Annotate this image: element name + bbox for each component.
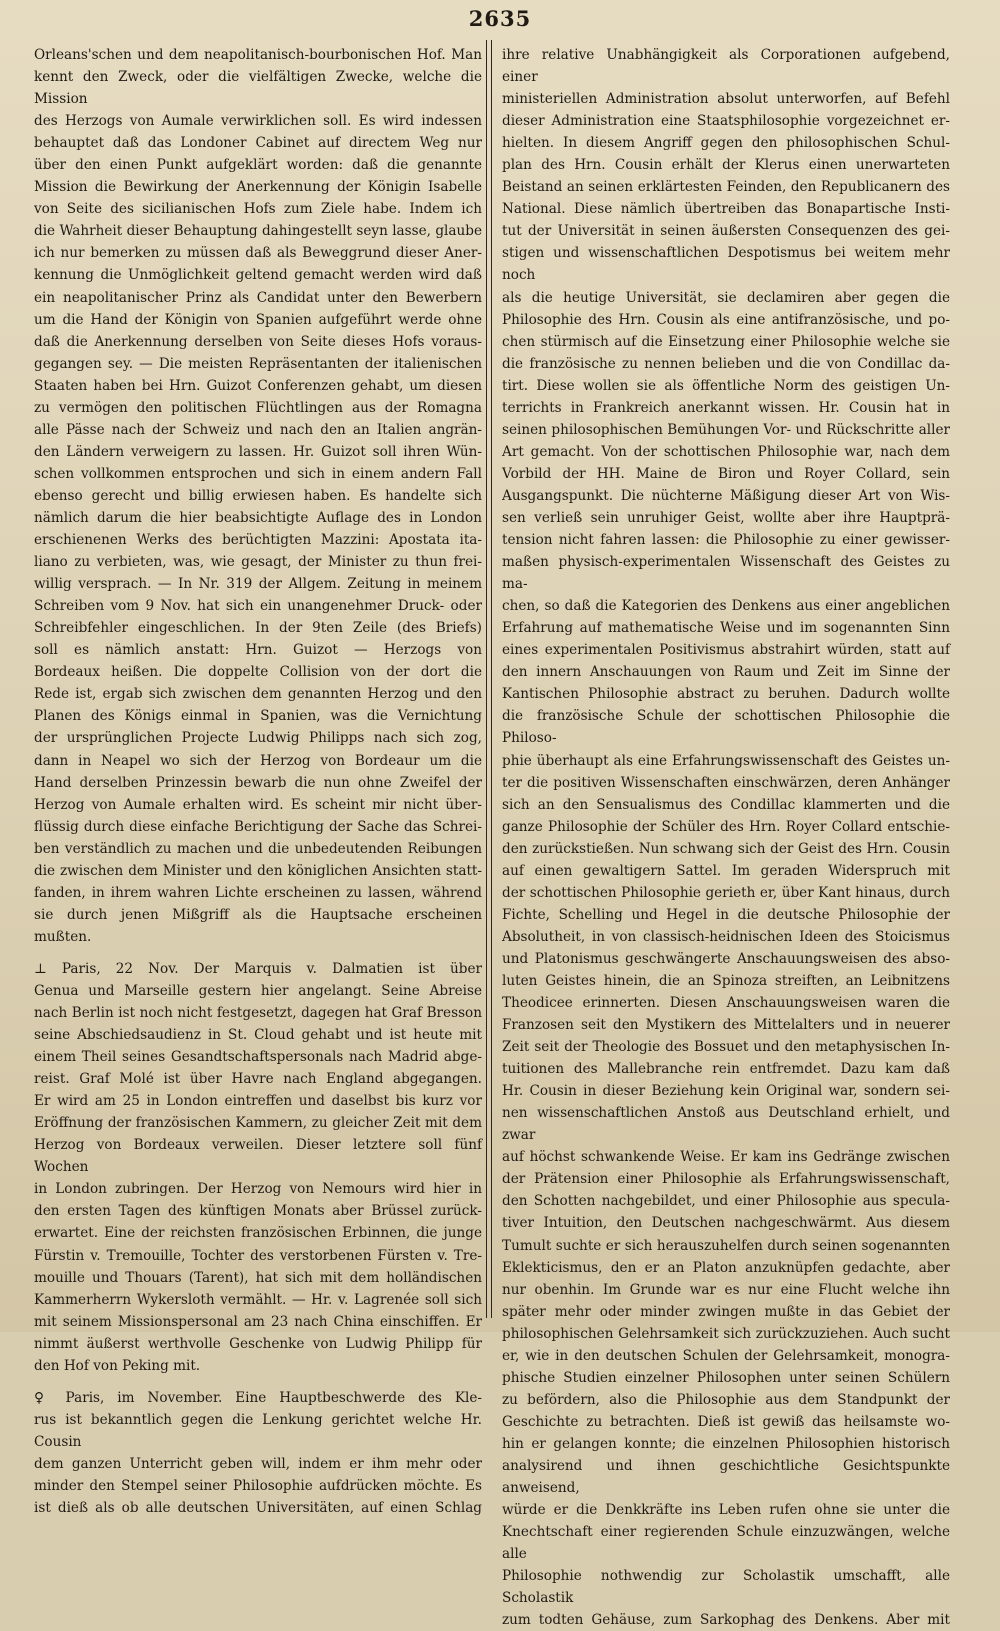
text-line: Kantischen Philosophie abstract zu beruhen. Dadurch wollte <box>502 686 950 703</box>
text-line: über den einen Punkt aufgeklärt worden: daß die genannte <box>34 157 482 174</box>
text-line: tension nicht fahren lassen: die Philosophie zu einer gewisser- <box>502 532 950 549</box>
text-line: er, wie in den deutschen Schulen der Gelehrsamkeit, monogra- <box>502 1347 950 1364</box>
text-line: dieser Administration eine Staatsphilosophie vorgezeichnet er- <box>502 113 950 130</box>
text-line: Hand derselben Prinzessin bewarb die nun ohne Zweifel der <box>34 774 482 791</box>
text-line: Herzog von Bordeaux verweilen. Dieser letztere soll fünf Wochen <box>34 1137 482 1176</box>
text-line: National. Diese nämlich übertreiben das Bonapartische Insti- <box>502 201 950 218</box>
text-line: sen verließ sein unruhiger Geist, wollte aber ihre Hauptprä- <box>502 509 950 526</box>
text-line: Ausgangspunkt. Die nüchterne Mäßigung dieser Art von Wis- <box>502 487 950 504</box>
text-line: die Wahrheit dieser Behauptung dahingestellt seyn lasse, glaube <box>34 223 482 240</box>
text-line: Beistand an seinen erklärtesten Feinden, den Republicanern des <box>502 179 950 196</box>
text-line: Fichte, Schelling und Hegel in die deutsche Philosophie der <box>502 906 950 923</box>
text-line: tuitionen des Mallebranche rein entfremdet. Dazu kam daß <box>502 1061 950 1078</box>
text-line: den zurückstießen. Nun schwang sich der Geist des Hrn. Cousin <box>502 840 950 857</box>
text-line: Bordeaux heißen. Die doppelte Collision von der dort die <box>34 664 482 681</box>
text-line: des Herzogs von Aumale verwirklichen soll. Es wird indessen <box>34 113 482 130</box>
text-line: den Schotten nachgebildet, und einer Philosophie aus specula- <box>502 1193 950 1210</box>
text-line: terrichts in Frankreich anerkannt wissen. Hr. Cousin hat in <box>502 399 950 416</box>
text-line: zu vermögen den politischen Flüchtlingen aus der Romagna <box>34 399 482 416</box>
text-line: Erfahrung auf mathematische Weise und im sogenannten Sinn <box>502 620 950 637</box>
text-line: Planen des Königs einmal in Spanien, was die Vernichtung <box>34 708 482 725</box>
text-line: tirt. Diese wollen sie als öffentliche Norm des geistigen Un- <box>502 377 950 394</box>
text-line: der ursprünglichen Projecte Ludwig Philipps nach sich zog, <box>34 730 482 747</box>
text-line: fanden, in ihrem wahren Lichte erscheinen zu lassen, während <box>34 884 482 901</box>
text-line: sie durch jenen Mißgriff als die Hauptsache erscheinen <box>34 906 482 923</box>
text-line: gegangen sey. — Die meisten Repräsentanten der italienischen <box>34 355 482 372</box>
text-line: Knechtschaft einer regierenden Schule einzuzwängen, welche alle <box>502 1524 950 1563</box>
text-line: zum todten Gehäuse, zum Sarkophag des Denkens. Aber mit <box>502 1612 950 1629</box>
text-line: Schreibfehler eingeschlichen. In der 9ten Zeile (des Briefs) <box>34 620 482 637</box>
text-line: Geschichte zu betrachten. Dieß ist gewiß das heilsamste wo- <box>502 1413 950 1430</box>
text-line: schen vollkommen entsprochen und sich in einem andern Fall <box>34 465 482 482</box>
text-line: und Platonismus geschwängerte Anschauungsweisen des abso- <box>502 950 950 967</box>
text-line: liano zu verbieten, was, wie gesagt, der Minister zu thun frei- <box>34 554 482 571</box>
text-line: ♀ Paris, im November. Eine Hauptbeschwerde des Kle- <box>34 1389 482 1406</box>
left-column <box>34 44 482 1519</box>
text-line: Hr. Cousin in dieser Beziehung kein Original war, sondern sei- <box>502 1083 950 1100</box>
text-line: willig versprach. — In Nr. 319 der Allgem. Zeitung in meinem <box>34 576 482 593</box>
text-line: daß die Anerkennung derselben von Seite dieses Hofs voraus- <box>34 333 482 350</box>
page-number: 2635 <box>468 6 532 31</box>
text-line: tiver Intuition, den Deutschen nachgeschwärmt. Aus diesem <box>502 1215 950 1232</box>
text-line: den Ländern verweigern zu lassen. Hr. Guizot soll ihren Wün- <box>34 443 482 460</box>
text-line: nen wissenschaftlichen Anstoß aus Deutschland erhielt, und zwar <box>502 1105 950 1144</box>
text-line: ihre relative Unabhängigkeit als Corporationen aufgebend, einer <box>502 47 950 86</box>
article-paris-22-nov <box>34 958 482 1377</box>
text-line: rus ist bekanntlich gegen die Lenkung gerichtet welche Hr. Cousin <box>34 1411 482 1450</box>
text-line: Eklekticismus, den er an Platon anzuknüpfen gedachte, aber <box>502 1259 950 1276</box>
text-line: Rede ist, ergab sich zwischen dem genannten Herzog und den <box>34 686 482 703</box>
text-line: der schottischen Philosophie gerieth er, über Kant hinaus, durch <box>502 884 950 901</box>
text-line: den Hof von Peking mit. <box>34 1357 201 1374</box>
text-line: ben verständlich zu machen und die unbedeutenden Reibungen <box>34 840 482 857</box>
text-line: ter die positiven Wissenschaften einschwärzen, deren Anhänger <box>502 774 950 791</box>
text-line: Theodicee erinnerten. Diesen Anschauungsweisen waren die <box>502 995 950 1012</box>
text-line: sich an den Sensualismus des Condillac klammerten und die <box>502 796 950 813</box>
text-line: Tumult suchte er sich herauszuhelfen durch seinen sogenannten <box>502 1237 950 1254</box>
text-line: phie überhaupt als eine Erfahrungswissenschaft des Geistes un- <box>502 752 950 769</box>
text-line: auf einen gewaltigern Sattel. Im geraden Widerspruch mit <box>502 862 950 879</box>
text-line: einem Theil seines Gesandtschaftspersonals nach Madrid abge- <box>34 1049 482 1066</box>
text-line: Absolutheit, in von classisch-heidnischen Ideen des Stoicismus <box>502 928 950 945</box>
text-line: ich nur bemerken zu müssen daß als Beweggrund dieser Aner- <box>34 245 482 262</box>
text-line: Franzosen seit den Mystikern des Mittelalters und in neuerer <box>502 1017 950 1034</box>
text-line: Art gemacht. Von der schottischen Philosophie war, nach dem <box>502 443 950 460</box>
text-line: ebenso gerecht und billig erwiesen haben. Es handelte sich <box>34 487 482 504</box>
text-line: Er wird am 25 in London eintreffen und daselbst bis kurz vor <box>34 1093 482 1110</box>
text-line: chen, so daß die Kategorien des Denkens aus einer angeblichen <box>502 598 950 615</box>
text-line: würde er die Denkkräfte ins Leben rufen ohne sie unter die <box>502 1502 950 1519</box>
text-line: den ersten Tagen des künftigen Monats aber Brüssel zurück- <box>34 1203 482 1220</box>
text-line: später mehr oder minder zwingen mußte in das Gebiet der <box>502 1303 950 1320</box>
text-line: zu befördern, also die Philosophie aus dem Standpunkt der <box>502 1391 950 1408</box>
text-line: maßen physisch-experimentalen Wissenschaft des Geistes zu ma- <box>502 554 950 593</box>
text-line: die französische Schule der schottischen Philosophie die Philoso- <box>502 708 950 747</box>
text-line: seine Abschiedsaudienz in St. Cloud gehabt und ist heute mit <box>34 1027 482 1044</box>
text-line: Kammerherrn Wykersloth vermählt. — Hr. v. Lagrenée soll sich <box>34 1291 482 1308</box>
text-line: Eröffnung der französischen Kammern, zu gleicher Zeit mit dem <box>34 1115 482 1132</box>
text-line: ⊥ Paris, 22 Nov. Der Marquis v. Dalmatien ist über <box>34 960 482 977</box>
text-line: seinen philosophischen Bemühungen Vor- und Rückschritte aller <box>502 421 950 438</box>
text-line: mouille und Thouars (Tarent), hat sich mit dem holländischen <box>34 1269 482 1286</box>
text-line: plan des Hrn. Cousin erhält der Klerus einen unerwarteten <box>502 157 950 174</box>
text-line: Schreiben vom 9 Nov. hat sich ein unangenehmer Druck- oder <box>34 598 482 615</box>
text-line: flüssig durch diese einfache Berichtigung der Sache das Schrei- <box>34 818 482 835</box>
text-line: Philosophie des Hrn. Cousin als eine antifranzösische, und po- <box>502 311 950 328</box>
article-paris-november <box>34 1387 482 1519</box>
text-line: nur obenhin. Im Grunde war es nur eine Flucht welche ihn <box>502 1281 950 1298</box>
text-line: ein neapolitanischer Prinz als Candidat unter den Bewerbern <box>34 289 482 306</box>
text-line: den innern Anschauungen von Raum und Zeit im Sinne der <box>502 664 950 681</box>
text-line: Philosophie nothwendig zur Scholastik umschafft, alle Scholastik <box>502 1568 950 1607</box>
right-column <box>502 44 950 1631</box>
text-line: Herzog von Aumale erhalten wird. Es scheint mir nicht über- <box>34 796 482 813</box>
text-line: Zeit seit der Theologie des Bossuet und den metaphysischen In- <box>502 1039 950 1056</box>
text-line: als die heutige Universität, sie declamiren aber gegen die <box>502 289 950 306</box>
text-line: hin er gelangen konnte; die einzelnen Philosophien historisch <box>502 1435 950 1452</box>
text-line: phische Studien einzelner Philosophen unter seinen Schülern <box>502 1369 950 1386</box>
text-line: ganze Philosophie der Schüler des Hrn. Royer Collard entschie- <box>502 818 950 835</box>
text-line: Staaten haben bei Hrn. Guizot Conferenzen gehabt, um diesen <box>34 377 482 394</box>
text-line: chen stürmisch auf die Einsetzung einer Philosophie welche sie <box>502 333 950 350</box>
text-line: behauptet daß das Londoner Cabinet auf directem Weg nur <box>34 135 482 152</box>
text-line: stigen und wissenschaftlichen Despotismus bei weitem mehr noch <box>502 245 950 284</box>
text-line: Genua und Marseille gestern hier angelangt. Seine Abreise <box>34 982 482 999</box>
text-line: der Prätension einer Philosophie als Erfahrungswissenschaft, <box>502 1171 950 1188</box>
text-line: die französische zu nennen belieben und die von Condillac da- <box>502 355 950 372</box>
text-line: soll es nämlich anstatt: Hrn. Guizot — Herzogs von <box>34 642 482 659</box>
text-line: tut der Universität in seinen äußersten Consequenzen des gei- <box>502 223 950 240</box>
text-line: nimmt äußerst werthvolle Geschenke von Ludwig Philipp für <box>34 1335 482 1352</box>
text-line: dann in Neapel wo sich der Herzog von Bordeaur um die <box>34 752 482 769</box>
text-line: minder den Stempel seiner Philosophie aufdrücken möchte. Es <box>34 1478 482 1494</box>
text-line: dem ganzen Unterricht geben will, indem er ihm mehr oder <box>34 1455 482 1472</box>
text-line: eines experimentalen Positivismus abstrahirt würden, statt auf <box>502 642 950 659</box>
text-line: die zwischen dem Minister und den königlichen Ansichten statt- <box>34 862 482 879</box>
text-line: kennung die Unmöglichkeit geltend gemacht werden wird daß <box>34 267 482 284</box>
text-line: luten Geistes hinein, die an Spinoza streiften, an Leibnitzens <box>502 972 950 989</box>
text-line: ist dieß als ob alle deutschen Universitäten, auf einen Schlag <box>34 1500 482 1517</box>
text-line: philosophischen Gelehrsamkeit sich zurückzuziehen. Auch sucht <box>502 1325 950 1342</box>
text-line: in London zubringen. Der Herzog von Nemours wird hier in <box>34 1181 482 1198</box>
text-line: kennt den Zweck, oder die vielfältigen Zwecke, welche die Mission <box>34 69 482 108</box>
text-line: erwartet. Eine der reichsten französischen Erbinnen, die junge <box>34 1225 482 1242</box>
text-line: reist. Graf Molé ist über Havre nach England abgegangen. <box>34 1071 482 1088</box>
text-line: analysirend und ihnen geschichtliche Gesichtspunkte anweisend, <box>502 1458 950 1497</box>
text-line: um die Hand der Königin von Spanien aufgeführt werde ohne <box>34 311 482 328</box>
text-line: alle Pässe nach der Schweiz und nach den an Italien angrän- <box>34 421 482 438</box>
text-line: Fürstin v. Tremouille, Tochter des verstorbenen Fürsten v. Tre- <box>34 1247 482 1264</box>
text-line: mit seinem Missionspersonal am 23 nach China einschiffen. Er <box>34 1313 482 1330</box>
column-divider <box>486 40 492 1318</box>
text-line: Orleans'schen und dem neapolitanisch-bourbonischen Hof. Man <box>34 47 482 63</box>
text-line: erschienenen Werks des berüchtigten Mazzini: Apostata ita- <box>34 532 482 549</box>
text-line: Mission die Bewirkung der Anerkennung der Königin Isabelle <box>34 179 482 196</box>
text-line: auf höchst schwankende Weise. Er kam ins Gedränge zwischen <box>502 1149 950 1166</box>
text-line: Vorbild der HH. Maine de Biron und Royer Collard, sein <box>502 465 950 482</box>
text-line: ministeriellen Administration absolut unterworfen, auf Befehl <box>502 91 950 108</box>
text-line: nämlich darum die hier beabsichtigte Auflage des in London <box>34 509 482 526</box>
article-paris-november-continued <box>502 44 950 1631</box>
text-line: mußten. <box>34 928 92 945</box>
text-line: hielten. In diesem Angriff gegen den philosophischen Schul- <box>502 135 950 152</box>
article-continuation <box>34 44 482 948</box>
text-line: von Seite des sicilianischen Hofs zum Ziele habe. Indem ich <box>34 201 482 218</box>
text-line: nach Berlin ist noch nicht festgesetzt, dagegen hat Graf Bresson <box>34 1005 482 1022</box>
